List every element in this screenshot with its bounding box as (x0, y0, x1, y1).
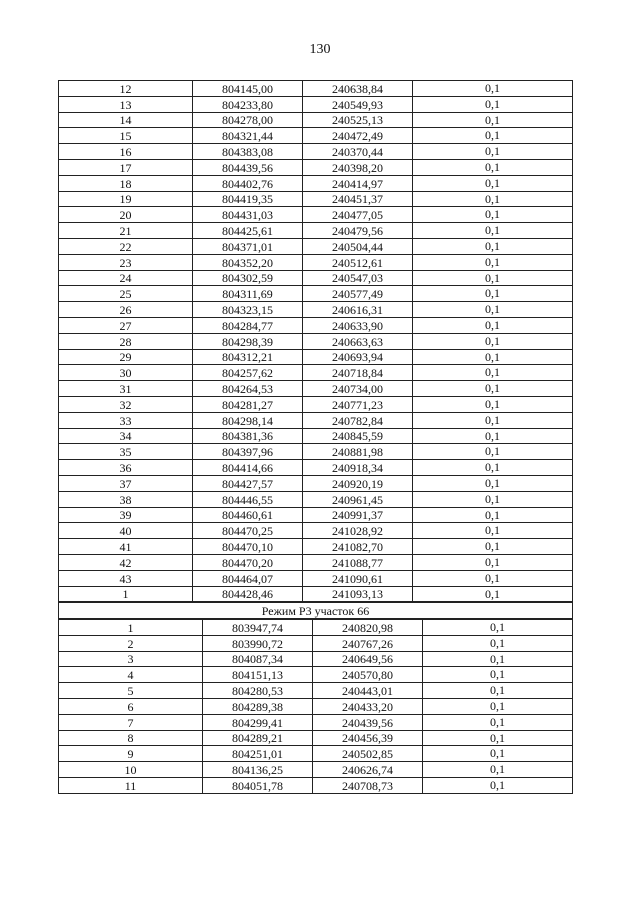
point-number-cell: 12 (59, 81, 193, 97)
point-number-cell: 5 (59, 683, 203, 699)
accuracy-cell: 0,1 (423, 699, 573, 715)
accuracy-cell: 0,1 (413, 207, 573, 223)
x-coordinate-cell: 804264,53 (193, 381, 303, 397)
table-row (59, 460, 573, 476)
y-coordinate-cell: 240414,97 (303, 175, 413, 191)
y-coordinate-cell: 241082,70 (303, 539, 413, 555)
y-coordinate-cell: 241088,77 (303, 554, 413, 570)
y-coordinate-cell: 240525,13 (303, 112, 413, 128)
x-coordinate-cell: 804087,34 (203, 651, 313, 667)
point-number-cell: 37 (59, 475, 193, 491)
point-number-cell: 1 (59, 620, 203, 636)
y-coordinate-cell: 240638,84 (303, 81, 413, 97)
point-number-cell: 24 (59, 270, 193, 286)
accuracy-cell: 0,1 (413, 128, 573, 144)
y-coordinate-cell: 240920,19 (303, 475, 413, 491)
y-coordinate-cell: 240549,93 (303, 96, 413, 112)
table-row (59, 620, 573, 636)
x-coordinate-cell: 804284,77 (193, 317, 303, 333)
accuracy-cell: 0,1 (413, 396, 573, 412)
table-row (59, 207, 573, 223)
x-coordinate-cell: 804371,01 (193, 238, 303, 254)
table-row (59, 683, 573, 699)
accuracy-cell: 0,1 (413, 238, 573, 254)
accuracy-cell: 0,1 (413, 254, 573, 270)
point-number-cell: 15 (59, 128, 193, 144)
table-row (59, 144, 573, 160)
table-row (59, 778, 573, 794)
x-coordinate-cell: 804289,21 (203, 730, 313, 746)
x-coordinate-cell: 803990,72 (203, 635, 313, 651)
x-coordinate-cell: 804446,55 (193, 491, 303, 507)
point-number-cell: 30 (59, 365, 193, 381)
point-number-cell: 13 (59, 96, 193, 112)
accuracy-cell: 0,1 (413, 270, 573, 286)
x-coordinate-cell: 804402,76 (193, 175, 303, 191)
point-number-cell: 20 (59, 207, 193, 223)
y-coordinate-cell: 240845,59 (303, 428, 413, 444)
point-number-cell: 2 (59, 635, 203, 651)
accuracy-cell: 0,1 (423, 635, 573, 651)
accuracy-cell: 0,1 (413, 223, 573, 239)
table-row (59, 286, 573, 302)
accuracy-cell: 0,1 (413, 302, 573, 318)
point-number-cell: 36 (59, 460, 193, 476)
x-coordinate-cell: 804425,61 (193, 223, 303, 239)
y-coordinate-cell: 240782,84 (303, 412, 413, 428)
accuracy-cell: 0,1 (413, 475, 573, 491)
section-title: Режим Р3 участок 66 (59, 603, 573, 619)
y-coordinate-cell: 240693,94 (303, 349, 413, 365)
table-row (59, 128, 573, 144)
x-coordinate-cell: 804281,27 (193, 396, 303, 412)
y-coordinate-cell: 240663,63 (303, 333, 413, 349)
point-number-cell: 3 (59, 651, 203, 667)
x-coordinate-cell: 804298,14 (193, 412, 303, 428)
point-number-cell: 32 (59, 396, 193, 412)
point-number-cell: 11 (59, 778, 203, 794)
accuracy-cell: 0,1 (423, 667, 573, 683)
x-coordinate-cell: 804278,00 (193, 112, 303, 128)
point-number-cell: 29 (59, 349, 193, 365)
y-coordinate-cell: 240820,98 (313, 620, 423, 636)
x-coordinate-cell: 804383,08 (193, 144, 303, 160)
y-coordinate-cell: 240443,01 (313, 683, 423, 699)
y-coordinate-cell: 240577,49 (303, 286, 413, 302)
x-coordinate-cell: 804051,78 (203, 778, 313, 794)
x-coordinate-cell: 804470,10 (193, 539, 303, 555)
point-number-cell: 33 (59, 412, 193, 428)
accuracy-cell: 0,1 (413, 333, 573, 349)
table-row (59, 317, 573, 333)
x-coordinate-cell: 804460,61 (193, 507, 303, 523)
point-number-cell: 8 (59, 730, 203, 746)
point-number-cell: 9 (59, 746, 203, 762)
y-coordinate-cell: 240918,34 (303, 460, 413, 476)
x-coordinate-cell: 804439,56 (193, 159, 303, 175)
point-number-cell: 34 (59, 428, 193, 444)
table-row (59, 159, 573, 175)
point-number-cell: 39 (59, 507, 193, 523)
y-coordinate-cell: 241093,13 (303, 586, 413, 602)
point-number-cell: 41 (59, 539, 193, 555)
x-coordinate-cell: 804136,25 (203, 762, 313, 778)
table-row (59, 762, 573, 778)
y-coordinate-cell: 240991,37 (303, 507, 413, 523)
point-number-cell: 38 (59, 491, 193, 507)
x-coordinate-cell: 804464,07 (193, 570, 303, 586)
page-number: 130 (309, 42, 331, 57)
accuracy-cell: 0,1 (413, 460, 573, 476)
point-number-cell: 40 (59, 523, 193, 539)
y-coordinate-cell: 240433,20 (313, 699, 423, 715)
accuracy-cell: 0,1 (423, 651, 573, 667)
table-row (59, 302, 573, 318)
y-coordinate-cell: 240626,74 (313, 762, 423, 778)
table-row (59, 396, 573, 412)
accuracy-cell: 0,1 (413, 349, 573, 365)
x-coordinate-cell: 804414,66 (193, 460, 303, 476)
point-number-cell: 22 (59, 238, 193, 254)
accuracy-cell: 0,1 (413, 112, 573, 128)
table-row (59, 699, 573, 715)
table-row (59, 175, 573, 191)
x-coordinate-cell: 804397,96 (193, 444, 303, 460)
point-number-cell: 23 (59, 254, 193, 270)
accuracy-cell: 0,1 (413, 586, 573, 602)
point-number-cell: 1 (59, 586, 193, 602)
y-coordinate-cell: 240718,84 (303, 365, 413, 381)
x-coordinate-cell: 804321,44 (193, 128, 303, 144)
accuracy-cell: 0,1 (413, 159, 573, 175)
accuracy-cell: 0,1 (413, 144, 573, 160)
table-row (59, 412, 573, 428)
y-coordinate-cell: 240472,49 (303, 128, 413, 144)
y-coordinate-cell: 240633,90 (303, 317, 413, 333)
y-coordinate-cell: 240649,56 (313, 651, 423, 667)
x-coordinate-cell: 804312,21 (193, 349, 303, 365)
x-coordinate-cell: 804431,03 (193, 207, 303, 223)
point-number-cell: 7 (59, 714, 203, 730)
point-number-cell: 31 (59, 381, 193, 397)
point-number-cell: 28 (59, 333, 193, 349)
x-coordinate-cell: 804233,80 (193, 96, 303, 112)
y-coordinate-cell: 240398,20 (303, 159, 413, 175)
accuracy-cell: 0,1 (423, 730, 573, 746)
table-row (59, 651, 573, 667)
y-coordinate-cell: 240504,44 (303, 238, 413, 254)
table-row (59, 586, 573, 602)
y-coordinate-cell: 240439,56 (313, 714, 423, 730)
accuracy-cell: 0,1 (413, 96, 573, 112)
x-coordinate-cell: 804251,01 (203, 746, 313, 762)
x-coordinate-cell: 804419,35 (193, 191, 303, 207)
point-number-cell: 19 (59, 191, 193, 207)
accuracy-cell: 0,1 (413, 317, 573, 333)
table-row (59, 491, 573, 507)
y-coordinate-cell: 240512,61 (303, 254, 413, 270)
x-coordinate-cell: 804302,59 (193, 270, 303, 286)
x-coordinate-cell: 804381,36 (193, 428, 303, 444)
table-row (59, 333, 573, 349)
section-table (58, 602, 573, 619)
table-row (59, 238, 573, 254)
point-number-cell: 35 (59, 444, 193, 460)
table-row (59, 507, 573, 523)
y-coordinate-cell: 240961,45 (303, 491, 413, 507)
accuracy-cell: 0,1 (413, 444, 573, 460)
x-coordinate-cell: 804151,13 (203, 667, 313, 683)
x-coordinate-cell: 804280,53 (203, 683, 313, 699)
accuracy-cell: 0,1 (413, 412, 573, 428)
x-coordinate-cell: 804311,69 (193, 286, 303, 302)
table-row (59, 96, 573, 112)
x-coordinate-cell: 804145,00 (193, 81, 303, 97)
accuracy-cell: 0,1 (413, 554, 573, 570)
y-coordinate-cell: 240616,31 (303, 302, 413, 318)
accuracy-cell: 0,1 (413, 175, 573, 191)
accuracy-cell: 0,1 (413, 539, 573, 555)
table-row (59, 112, 573, 128)
point-number-cell: 16 (59, 144, 193, 160)
x-coordinate-cell: 804470,25 (193, 523, 303, 539)
accuracy-cell: 0,1 (413, 365, 573, 381)
x-coordinate-cell: 803947,74 (203, 620, 313, 636)
table-row (59, 570, 573, 586)
x-coordinate-cell: 804298,39 (193, 333, 303, 349)
coordinates-table (58, 80, 572, 794)
table-row (59, 730, 573, 746)
accuracy-cell: 0,1 (423, 620, 573, 636)
table-row (59, 746, 573, 762)
point-number-cell: 6 (59, 699, 203, 715)
x-coordinate-cell: 804289,38 (203, 699, 313, 715)
table-row (59, 523, 573, 539)
table-row (59, 667, 573, 683)
coordinates-table-upper (58, 80, 573, 602)
point-number-cell: 25 (59, 286, 193, 302)
accuracy-cell: 0,1 (423, 683, 573, 699)
y-coordinate-cell: 240502,85 (313, 746, 423, 762)
y-coordinate-cell: 240451,37 (303, 191, 413, 207)
y-coordinate-cell: 240734,00 (303, 381, 413, 397)
table-row (59, 428, 573, 444)
table-row (59, 270, 573, 286)
table-row (59, 365, 573, 381)
point-number-cell: 42 (59, 554, 193, 570)
x-coordinate-cell: 804257,62 (193, 365, 303, 381)
table-row (59, 475, 573, 491)
accuracy-cell: 0,1 (413, 428, 573, 444)
accuracy-cell: 0,1 (413, 81, 573, 97)
x-coordinate-cell: 804470,20 (193, 554, 303, 570)
coordinates-table-lower (58, 619, 573, 794)
y-coordinate-cell: 240771,23 (303, 396, 413, 412)
table-row (59, 254, 573, 270)
accuracy-cell: 0,1 (413, 191, 573, 207)
accuracy-cell: 0,1 (413, 286, 573, 302)
table-row (59, 223, 573, 239)
y-coordinate-cell: 240767,26 (313, 635, 423, 651)
point-number-cell: 4 (59, 667, 203, 683)
table-row (59, 381, 573, 397)
y-coordinate-cell: 240477,05 (303, 207, 413, 223)
x-coordinate-cell: 804428,46 (193, 586, 303, 602)
point-number-cell: 10 (59, 762, 203, 778)
point-number-cell: 27 (59, 317, 193, 333)
y-coordinate-cell: 240456,39 (313, 730, 423, 746)
accuracy-cell: 0,1 (423, 746, 573, 762)
accuracy-cell: 0,1 (423, 778, 573, 794)
x-coordinate-cell: 804323,15 (193, 302, 303, 318)
y-coordinate-cell: 241028,92 (303, 523, 413, 539)
table-row (59, 81, 573, 97)
accuracy-cell: 0,1 (413, 523, 573, 539)
y-coordinate-cell: 240881,98 (303, 444, 413, 460)
accuracy-cell: 0,1 (413, 491, 573, 507)
y-coordinate-cell: 240547,03 (303, 270, 413, 286)
point-number-cell: 26 (59, 302, 193, 318)
accuracy-cell: 0,1 (423, 762, 573, 778)
accuracy-cell: 0,1 (423, 714, 573, 730)
table-row (59, 539, 573, 555)
y-coordinate-cell: 240708,73 (313, 778, 423, 794)
table-row (59, 349, 573, 365)
x-coordinate-cell: 804352,20 (193, 254, 303, 270)
table-row (59, 191, 573, 207)
y-coordinate-cell: 240370,44 (303, 144, 413, 160)
y-coordinate-cell: 240479,56 (303, 223, 413, 239)
point-number-cell: 18 (59, 175, 193, 191)
accuracy-cell: 0,1 (413, 381, 573, 397)
y-coordinate-cell: 240570,80 (313, 667, 423, 683)
point-number-cell: 17 (59, 159, 193, 175)
accuracy-cell: 0,1 (413, 507, 573, 523)
accuracy-cell: 0,1 (413, 570, 573, 586)
table-row (59, 714, 573, 730)
y-coordinate-cell: 241090,61 (303, 570, 413, 586)
table-row (59, 554, 573, 570)
point-number-cell: 14 (59, 112, 193, 128)
point-number-cell: 21 (59, 223, 193, 239)
point-number-cell: 43 (59, 570, 193, 586)
x-coordinate-cell: 804299,41 (203, 714, 313, 730)
table-row (59, 444, 573, 460)
x-coordinate-cell: 804427,57 (193, 475, 303, 491)
table-row (59, 635, 573, 651)
